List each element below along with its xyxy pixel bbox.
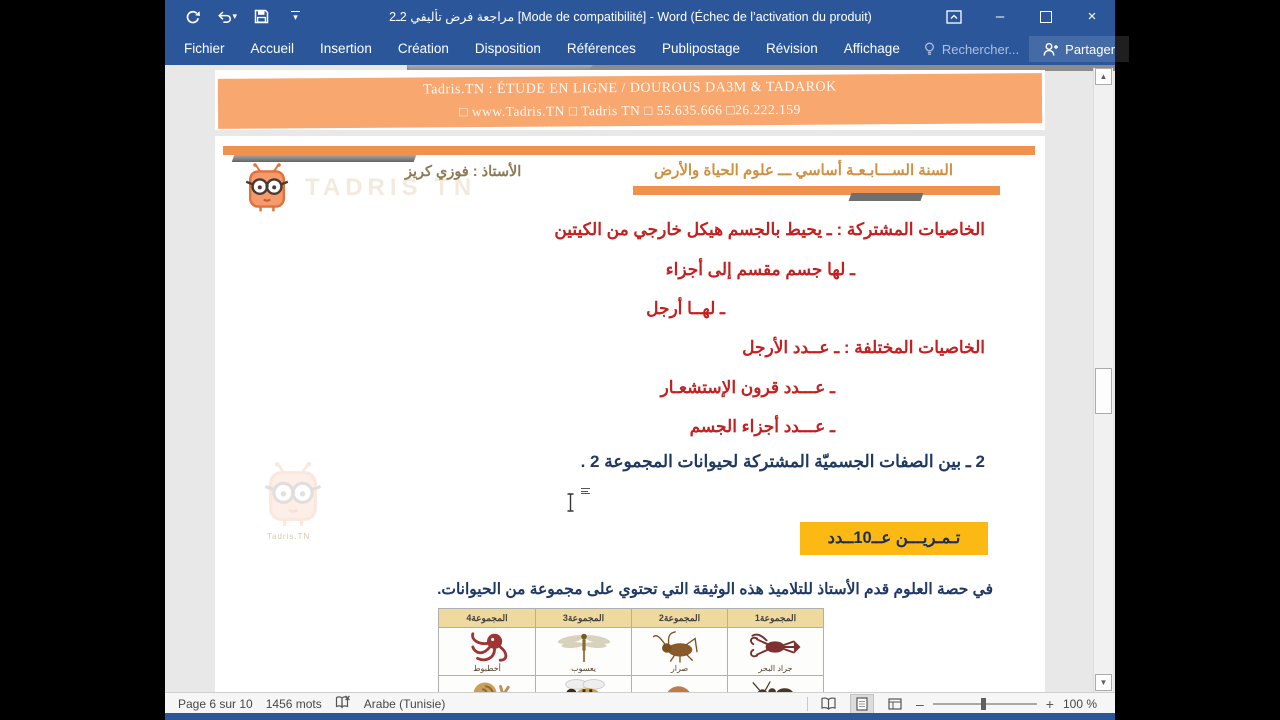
document-text-line[interactable]: الخاصيات المختلفة : ـ عــدد الأرجل bbox=[742, 338, 985, 357]
course-underline-orange bbox=[633, 186, 1000, 195]
question-2-line[interactable]: 2 ـ بين الصفات الجسميّة المشتركة لحيوانات المجموعة 2 . bbox=[580, 452, 985, 471]
print-layout-button[interactable] bbox=[850, 694, 874, 714]
tab-insertion[interactable]: Insertion bbox=[320, 41, 372, 56]
animal-label: أخطبوط bbox=[473, 664, 501, 673]
redo-button[interactable] bbox=[183, 6, 203, 28]
ant-image bbox=[747, 676, 805, 692]
scrollbar-thumb[interactable] bbox=[1095, 368, 1112, 414]
status-bar bbox=[165, 692, 1115, 720]
print-layout-icon bbox=[856, 697, 868, 711]
title-bar bbox=[165, 0, 1115, 33]
tab-accueil[interactable]: Accueil bbox=[250, 41, 295, 56]
window-bottom-edge bbox=[165, 713, 1115, 720]
document-text-line[interactable]: ـ عـــدد قرون الإستشعـار bbox=[660, 378, 835, 397]
animal-label: جراد البحر bbox=[758, 664, 793, 673]
table-cell bbox=[535, 676, 631, 692]
tab-revision[interactable]: Révision bbox=[766, 41, 818, 56]
ribbon-display-options-button[interactable] bbox=[931, 0, 977, 33]
course-underline-gray bbox=[849, 193, 924, 201]
word-count[interactable]: 1456 mots bbox=[265, 696, 322, 711]
table-header-cell: المجموعة4 bbox=[439, 609, 535, 628]
status-separator bbox=[807, 697, 808, 711]
zoom-out-button[interactable]: – bbox=[915, 695, 924, 712]
worm-image bbox=[651, 676, 709, 692]
paragraph-mark bbox=[581, 488, 590, 496]
cricket-image bbox=[651, 630, 709, 664]
header-orange-bar bbox=[223, 146, 1035, 155]
tab-references[interactable]: Références bbox=[566, 41, 636, 56]
read-mode-icon bbox=[821, 697, 836, 710]
animals-table[interactable] bbox=[438, 608, 824, 692]
footer-banner-line2: □ www.Tadris.TN □ Tadris TN □ 55.635.666 □26.222.159 bbox=[459, 101, 801, 120]
table-row bbox=[439, 628, 823, 676]
table-header-cell: المجموعة1 bbox=[727, 609, 823, 628]
zoom-slider-thumb[interactable] bbox=[981, 698, 986, 710]
animal-label: صرار bbox=[670, 664, 689, 673]
search-placeholder: Rechercher... bbox=[941, 41, 1020, 57]
share-label: Partager bbox=[1065, 41, 1116, 57]
table-header-cell: المجموعة3 bbox=[535, 609, 631, 628]
window-title: مراجعة فرض تأليفي 2ـ2 [Mode de compatibilité] - Word (Échec de l’activation du produit) bbox=[389, 10, 872, 24]
web-layout-icon bbox=[888, 698, 902, 710]
dragonfly-image bbox=[555, 630, 613, 664]
vertical-scrollbar[interactable] bbox=[1093, 68, 1113, 692]
exercise-banner[interactable]: تـمـريـــن عــ10ــدد bbox=[800, 522, 988, 555]
animal-label: يعسوب bbox=[571, 664, 596, 673]
table-cell bbox=[631, 628, 727, 676]
footer-banner bbox=[218, 73, 1042, 129]
proofing-status-button[interactable] bbox=[335, 695, 351, 712]
close-button[interactable]: × bbox=[1087, 8, 1097, 25]
snail-image bbox=[458, 676, 516, 692]
header-gray-bar bbox=[232, 155, 417, 162]
tab-fichier[interactable]: Fichier bbox=[184, 41, 225, 56]
save-button[interactable] bbox=[251, 6, 271, 28]
document-text-line[interactable]: الخاصيات المشتركة : ـ يحيط بالجسم هيكل خارجي من الكيتين bbox=[554, 220, 985, 239]
ribbon-tab-row bbox=[165, 33, 1115, 65]
tab-publipostage[interactable]: Publipostage bbox=[661, 41, 740, 56]
save-icon bbox=[254, 9, 269, 24]
zoom-slider[interactable] bbox=[933, 703, 1037, 705]
small-watermark-text: Tadris.TN bbox=[267, 532, 311, 541]
customize-quick-access-button[interactable]: ▾ bbox=[291, 11, 300, 22]
intro-line[interactable]: في حصة العلوم قدم الأستاذ للتلاميذ هذه الوثيقة التي تحتوي على مجموعة من الحيوانات. bbox=[437, 581, 993, 598]
word-window bbox=[165, 0, 1115, 720]
zoom-in-button[interactable]: + bbox=[1045, 695, 1054, 712]
share-button[interactable] bbox=[1029, 36, 1129, 62]
undo-icon bbox=[217, 9, 232, 25]
footer-banner-line1: Tadris.TN : ÉTUDE EN LIGNE / DOUROUS DA3M & TADAROK bbox=[423, 79, 837, 98]
table-cell bbox=[439, 628, 535, 676]
person-plus-icon bbox=[1043, 42, 1059, 57]
undo-button[interactable] bbox=[217, 6, 237, 28]
document-text-line[interactable]: ـ عـــدد أجزاء الجسم bbox=[689, 417, 835, 436]
redo-icon bbox=[185, 9, 201, 25]
restore-icon bbox=[1040, 11, 1052, 23]
brand-watermark: TADRIS TN bbox=[305, 174, 477, 201]
language-indicator[interactable]: Arabe (Tunisie) bbox=[363, 696, 446, 711]
table-cell bbox=[535, 628, 631, 676]
page-indicator[interactable]: Page 6 sur 10 bbox=[178, 696, 253, 711]
course-title[interactable]: السنة الســـابـعـة أساسي ـــ علوم الحياة والأرض bbox=[653, 162, 953, 179]
undo-dropdown-caret[interactable]: ▾ bbox=[232, 11, 237, 21]
document-page[interactable] bbox=[215, 136, 1045, 692]
table-row bbox=[439, 676, 823, 692]
document-area[interactable] bbox=[165, 65, 1115, 692]
tadris-logo bbox=[243, 162, 291, 216]
text-cursor bbox=[565, 492, 576, 518]
tab-disposition[interactable]: Disposition bbox=[474, 41, 541, 56]
scroll-up-button[interactable]: ▲ bbox=[1095, 68, 1112, 85]
tadris-watermark-logo bbox=[255, 461, 331, 531]
previous-page-fragment[interactable] bbox=[215, 70, 1045, 130]
tab-affichage[interactable]: Affichage bbox=[843, 41, 900, 56]
proofing-errors-icon bbox=[335, 695, 351, 709]
zoom-level[interactable]: 100 % bbox=[1062, 696, 1097, 711]
table-cell bbox=[727, 628, 823, 676]
tab-creation[interactable]: Création bbox=[397, 41, 449, 56]
crayfish-image bbox=[747, 630, 805, 664]
minimize-button[interactable]: – bbox=[995, 8, 1005, 25]
lightbulb-icon bbox=[923, 42, 936, 57]
document-text-line[interactable]: ـ لهــا أرجل bbox=[646, 299, 725, 318]
web-layout-button[interactable] bbox=[883, 694, 907, 714]
table-cell bbox=[631, 676, 727, 692]
quick-access-toolbar bbox=[183, 6, 300, 28]
document-text-line[interactable]: ـ لها جسم مقسم إلى أجزاء bbox=[665, 260, 855, 279]
bee-image bbox=[555, 676, 613, 692]
octopus-image bbox=[458, 630, 516, 664]
window-controls bbox=[931, 0, 1115, 33]
table-header-row bbox=[439, 609, 823, 628]
restore-button[interactable] bbox=[1023, 0, 1069, 33]
ribbon-display-options-icon bbox=[946, 10, 962, 24]
table-cell bbox=[727, 676, 823, 692]
tell-me-search-box[interactable] bbox=[913, 42, 1029, 57]
table-cell bbox=[439, 676, 535, 692]
teacher-name[interactable]: الأستاذ : فوزي كريز bbox=[405, 164, 522, 180]
read-mode-button[interactable] bbox=[817, 694, 841, 714]
table-header-cell: المجموعة2 bbox=[631, 609, 727, 628]
scroll-down-button[interactable]: ▼ bbox=[1095, 674, 1112, 691]
